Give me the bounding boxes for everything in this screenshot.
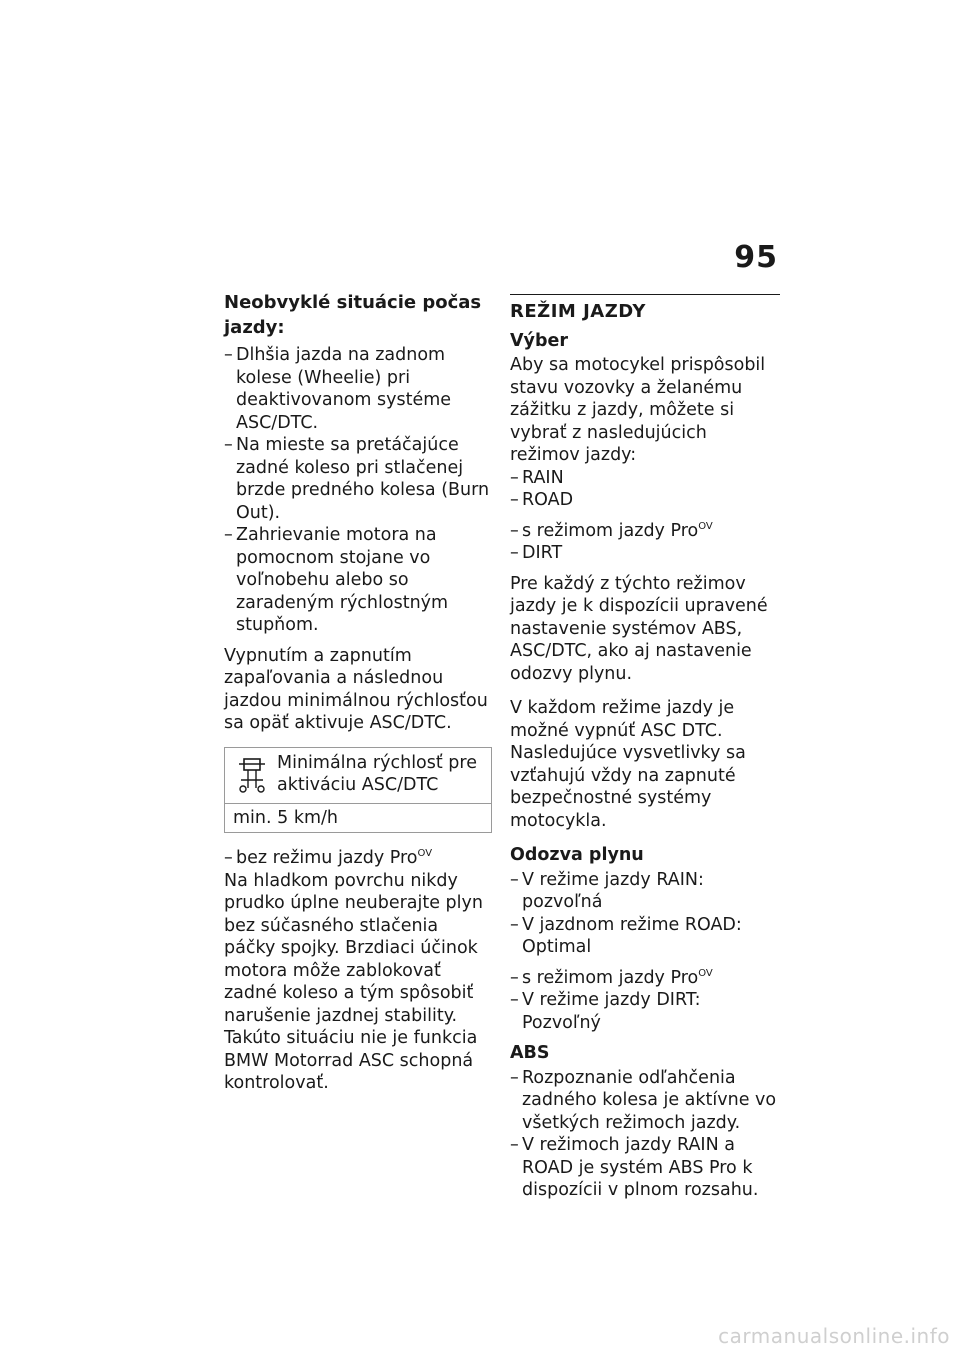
list-item: – bez režimu jazdy Pro$^{OV}$ xyxy=(224,847,492,870)
smooth-surface-warning: Na hladkom povrchu nikdy prudko úplne neuberajte plyn bez súčasného stlačenia páčky spojky. Brzdiaci účinok motora môže zablokovať zadné koleso a tým spôsobiť narušenie jazdnej stability. Takúto situáciu nie je funkcia BMW Motorrad ASC schopná kontrolovať. xyxy=(224,870,483,1093)
heading-unusual-situations: Neobvyklé situácie počas jazdy: xyxy=(224,292,482,338)
modes-list xyxy=(510,467,780,512)
list-item: – V režimoch jazdy RAIN a ROAD je systém ABS Pro k dispozícii v plnom rozsahu. xyxy=(510,1134,780,1202)
section-title: REŽIM JAZDY xyxy=(510,301,646,322)
list-item: – RAIN xyxy=(510,467,780,490)
list-item: – Na mieste sa pretáčajúce zadné koleso pri stlačenej brzde predného kolesa (Burn Out). xyxy=(224,434,492,524)
pro-modes-list xyxy=(510,520,780,565)
reactivation-paragraph: Vypnutím a zapnutím zapaľovania a následnou jazdou minimálnou rýchlosťou sa opäť aktivuje ASC/DTC. xyxy=(224,645,488,733)
subheading-throttle-response: Odozva plynu xyxy=(510,845,644,865)
note-value: min. 5 km/h xyxy=(233,807,338,828)
asc-dtc-paragraph: V každom režime jazdy je možné vypnúť ASC DTC. Nasledujúce vysvetlivky sa vzťahujú vždy na zapnuté bezpečnostné systémy motocykla. xyxy=(510,698,746,831)
unusual-situations-list xyxy=(224,344,492,637)
list-item: – V jazdnom režime ROAD: Optimal xyxy=(510,914,780,959)
list-item: – Dlhšia jazda na zadnom kolese (Wheelie) pri deaktivovanom systéme ASC/DTC. xyxy=(224,344,492,434)
page-number: 95 xyxy=(734,240,778,275)
list-item: – V režime jazdy DIRT: Pozvoľný xyxy=(510,989,780,1034)
right-column xyxy=(510,290,780,1202)
list-item: – s režimom jazdy Pro$^{OV}$ xyxy=(510,967,780,990)
left-column xyxy=(224,290,492,1107)
subheading-abs: ABS xyxy=(510,1043,550,1063)
min-speed-note xyxy=(224,747,492,834)
note-label: Minimálna rýchlosť pre aktiváciu ASC/DTC xyxy=(277,752,477,795)
list-item: – DIRT xyxy=(510,542,780,565)
list-item: – s režimom jazdy Pro$^{OV}$ xyxy=(510,520,780,543)
throttle-pro-list xyxy=(510,967,780,1035)
section-divider xyxy=(510,294,780,324)
modes-settings-paragraph: Pre každý z týchto režimov jazdy je k dispozícii upravené nastavenie systémov ABS, ASC/DTC, ako aj nastavenie odozvy plynu. xyxy=(510,573,768,684)
list-item: – Rozpoznanie odľahčenia zadného kolesa je aktívne vo všetkých režimoch jazdy. xyxy=(510,1067,780,1135)
subheading-selection: Výber xyxy=(510,330,568,351)
speed-sensor-icon xyxy=(237,756,269,796)
watermark-footer: carmanualsonline.info xyxy=(718,1324,950,1348)
list-item: – ROAD xyxy=(510,489,780,512)
list-item: – Zahrievanie motora na pomocnom stojane vo voľnobehu alebo so zaradeným rýchlostným stupňom. xyxy=(224,524,492,637)
throttle-response-list xyxy=(510,869,780,959)
abs-list xyxy=(510,1067,780,1202)
list-item: – V režime jazdy RAIN: pozvoľná xyxy=(510,869,780,914)
selection-text: Aby sa motocykel prispôsobil stavu vozovky a želanému zážitku z jazdy, môžete si vybrať z nasledujúcich režimov jazdy: xyxy=(510,355,766,465)
without-pro-list xyxy=(224,847,492,870)
